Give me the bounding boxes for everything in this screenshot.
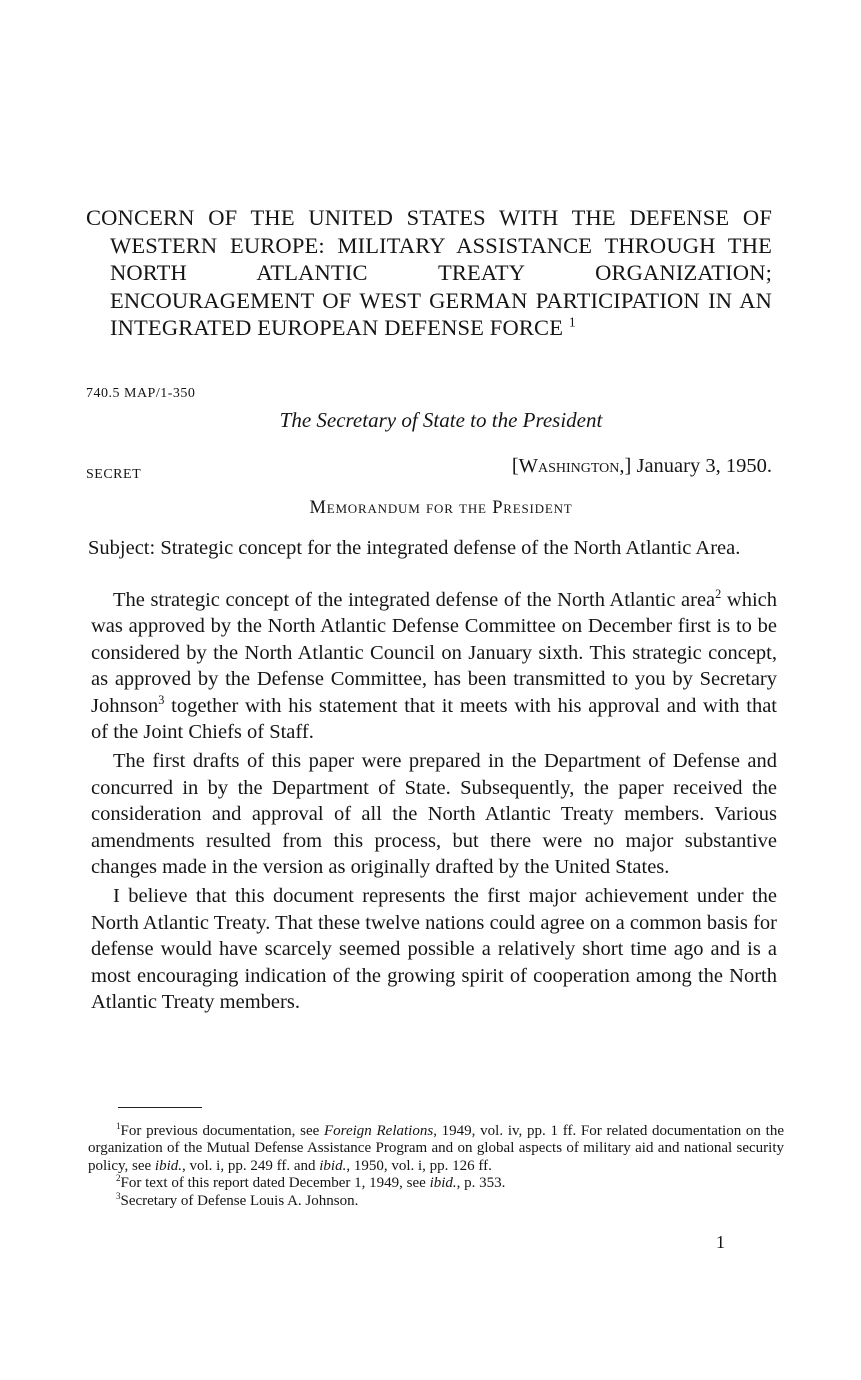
memo-title: Memorandum for the President bbox=[309, 498, 573, 518]
chapter-title-text: CONCERN OF THE UNITED STATES WITH THE DEFENSE OF WESTERN EUROPE: MILITARY ASSISTANCE THROUGH THE NORTH ATLANTIC TREATY ORGANIZATION; ENCOURAGEMENT OF WEST GERMAN PARTICIPATION IN AN INTEGRATED EUROPEAN DEFENSE FORCE bbox=[86, 205, 772, 341]
footnotes bbox=[88, 1123, 784, 1210]
footnote-1 bbox=[88, 1123, 784, 1175]
footnote-1-part-b: , 1949, vol. iv, pp. 1 ff. For related documentation on the organization of the Mutual Defense Assistance Program and on global aspects of military aid and national security policy, see bbox=[88, 1123, 784, 1174]
footnote-3-text: Secretary of Defense Louis A. Johnson. bbox=[120, 1192, 359, 1209]
classification-label: SECRET bbox=[86, 467, 142, 482]
footnote-divider bbox=[118, 1107, 202, 1108]
footnote-ref-3: 3 bbox=[158, 692, 165, 707]
footnote-1-marker: 1 bbox=[116, 1121, 121, 1131]
paragraph-3: I believe that this document represents the first major achievement under the North Atlantic Treaty. That these twelve nations could agree on a common basis for defense would have scarcely seemed possible a relatively short time ago and is a most encouraging indication of the growing spirit of cooperation among the North Atlantic Treaty members. bbox=[91, 885, 777, 1014]
footnote-2 bbox=[88, 1175, 784, 1192]
file-number: 740.5 MAP/1-350 bbox=[86, 386, 196, 401]
footnote-1-part-d: , 1950, vol. i, pp. 126 ff. bbox=[346, 1157, 492, 1174]
dateline-place: [Washington,] bbox=[511, 455, 632, 477]
chapter-title bbox=[86, 204, 772, 342]
subject-line bbox=[88, 535, 774, 562]
page-number: 1 bbox=[716, 1232, 725, 1252]
footnote-2-ref-ibid: ibid. bbox=[429, 1175, 457, 1192]
footnote-3-marker: 3 bbox=[116, 1190, 121, 1201]
footnote-1-part-a: For previous documentation, see bbox=[120, 1123, 320, 1139]
footnote-1-ref-ibid-2: ibid. bbox=[319, 1157, 347, 1174]
subject-text: Strategic concept for the integrated defense of the North Atlantic Area. bbox=[160, 537, 741, 559]
dateline-date: January 3, 1950. bbox=[636, 455, 772, 477]
footnote-1-ref-foreign-relations: Foreign Relations bbox=[324, 1123, 434, 1139]
paragraph-1 bbox=[91, 587, 777, 745]
footnote-2-part-b: , p. 353. bbox=[456, 1175, 506, 1192]
footnote-2-part-a: For text of this report dated December 1, 1949, see bbox=[120, 1175, 426, 1192]
subject-label: Subject: bbox=[88, 537, 156, 559]
memo-body bbox=[91, 587, 777, 1019]
paragraph-1-part-a: The strategic concept of the integrated defense of the North Atlantic area bbox=[113, 589, 716, 611]
dateline bbox=[512, 455, 772, 478]
document-heading: The Secretary of State to the President bbox=[279, 408, 603, 432]
footnote-ref-2: 2 bbox=[715, 587, 722, 602]
paragraph-2: The first drafts of this paper were prepared in the Department of Defense and concurred in by the Department of State. Subsequently, the paper received the consideration and approval of all the North Atlantic Treaty members. Various amendments resulted from this process, but there were no major substantive changes made in the version as originally drafted by the United States. bbox=[91, 750, 777, 879]
footnote-3 bbox=[88, 1190, 784, 1210]
title-footnote-marker: 1 bbox=[568, 314, 576, 330]
paragraph-1-part-b: which was approved by the North Atlantic Defense Committee on December first is to be considered by the North Atlantic Council on January sixth. This strategic concept, as approved by the Defense Committee, has been transmitted to you by Secretary Johnson bbox=[91, 589, 777, 717]
paragraph-1-part-c: together with his statement that it meets with his approval and with that of the Joint Chiefs of Staff. bbox=[91, 694, 777, 744]
footnote-1-ref-ibid-1: ibid. bbox=[154, 1157, 183, 1174]
footnote-2-marker: 2 bbox=[116, 1173, 121, 1184]
footnote-1-part-c: , vol. i, pp. 249 ff. and bbox=[182, 1157, 316, 1174]
